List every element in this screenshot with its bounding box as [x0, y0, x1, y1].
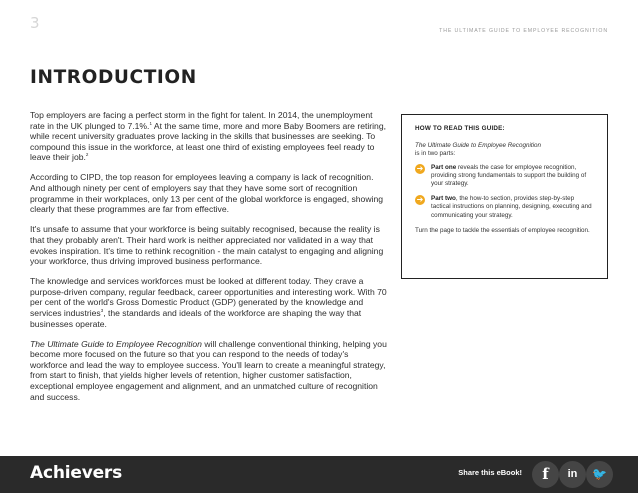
- sidebar-title: HOW TO READ THIS GUIDE:: [415, 125, 505, 132]
- sidebar-item-part-one: ➔ Part one reveals the case for employee recognition, providing strong fundamentals to support the building of your strategy.: [416, 163, 587, 188]
- paragraph-4: The knowledge and services workforces must be looked at different today. They crave a purpose-driven company, regular feedback, career opportunities and interesting work. With 70 per cent of the world's Gross Domestic Product (GDP) generated by the knowledge and services industries$^3$, the standards and ideals of the workforce are shaping the way that businesses operate.: [30, 276, 387, 329]
- page-number: 3: [30, 14, 40, 32]
- arrow-right-icon: ➔: [416, 163, 424, 173]
- share-label: Share this eBook!: [458, 468, 522, 477]
- arrow-right-icon: ➔: [416, 195, 424, 205]
- paragraph-1: Top employers are facing a perfect storm in the fight for talent. In 2014, the unemployment rate in the UK plunged to 7.1%.$^1$ At the same time, more and more Baby Boomers are retiring, while recent university graduates prove lacking in the skills that businesses are seeking. To compound this issue in the workforce, at least one third of existing employees feel ready to leave their job.$^2$: [30, 110, 386, 163]
- facebook-icon: f: [542, 465, 549, 483]
- paragraph-3: It's unsafe to assume that your workforce is being suitably recognised, because the reality is that they probably aren't. Their hard work is neither appreciated nor validated in a way that evokes inspiration. It's time to rethink recognition - the main catalyst to engaging and aligning your workforce, thus driving improved business performance.: [30, 224, 384, 267]
- guide-title-italic: The Ultimate Guide to Employee Recognition: [30, 338, 202, 349]
- footer-bar: [0, 456, 638, 493]
- paragraph-2: According to CIPD, the top reason for employees leaving a company is lack of recognition. And although ninety per cent of employers say that they have some sort of recognition programme in their workplaces, only 13 per cent of the global workforce is engaged, showing clearly that these programmes are far from effective.: [30, 172, 384, 215]
- twitter-icon: 🐦: [592, 467, 607, 481]
- linkedin-icon: in: [567, 468, 578, 480]
- footnote-ref-2: 2: [85, 152, 89, 158]
- body-text: [30, 110, 388, 402]
- paragraph-5: The Ultimate Guide to Employee Recognition will challenge conventional thinking, helping you become more focused on the future so that you can respond to the needs of today's workforce and lead the way to employee success. You'll learn to create a meaningful strategy, from start to finish, that yields higher levels of retention, higher customer satisfaction, exceptional employee engagement and alignment, and an unmatched culture of recognition and success.: [30, 338, 387, 402]
- page-title: INTRODUCTION: [30, 67, 197, 88]
- sidebar-outro: Turn the page to tackle the essentials of employee recognition.: [415, 226, 590, 234]
- sidebar-intro: The Ultimate Guide to Employee Recognition is in two parts:: [415, 142, 542, 158]
- sidebar-item-part-two: ➔ Part two, the how-to section, provides step-by-step tactical instructions on planning, designing, executing and communicating your strategy.: [416, 195, 592, 219]
- footnote-ref-3: 3: [100, 308, 104, 314]
- footnote-ref-1: 1: [149, 120, 152, 126]
- linkedin-share-button[interactable]: [559, 461, 586, 488]
- how-to-read-box: [401, 114, 608, 279]
- facebook-share-button[interactable]: [532, 461, 559, 488]
- achievers-logo[interactable]: Achievers: [30, 463, 123, 483]
- running-head: THE ULTIMATE GUIDE TO EMPLOYEE RECOGNITION: [439, 28, 608, 34]
- twitter-share-button[interactable]: [586, 461, 613, 488]
